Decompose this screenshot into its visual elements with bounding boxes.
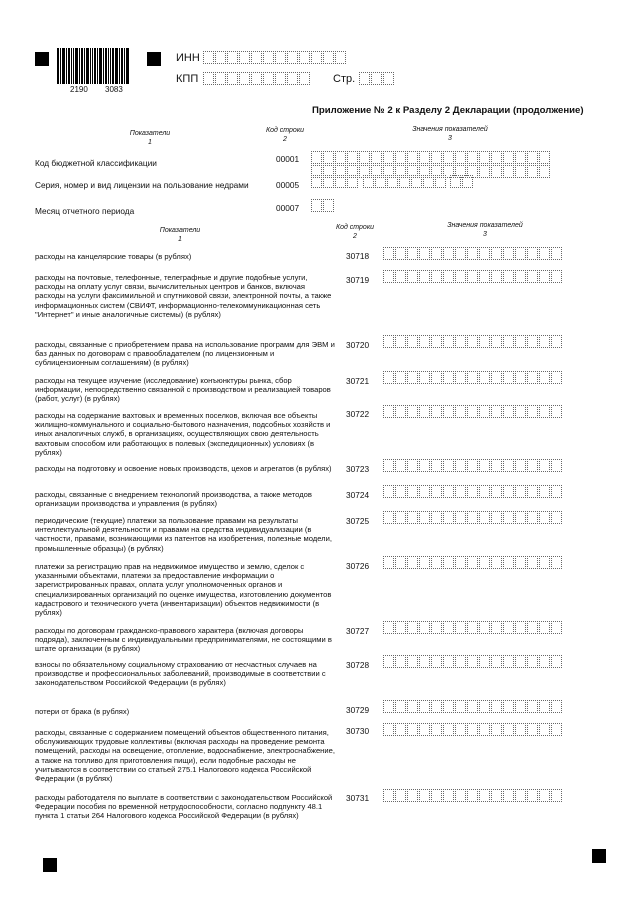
row-30720-text: расходы, связанные с приобретением права на использование программ для ЭВМ и баз данных по договорам с правообладателем (по лицензионным и сублицензионным соглашениям) (в рублях) (35, 340, 335, 368)
license-series-cells[interactable] (311, 175, 359, 188)
row-30718-text: расходы на канцелярские товары (в рублях) (35, 252, 192, 261)
row-30722-text: расходы на содержание вахтовых и временных поселков, включая все объекты жилищно-коммунального и социально-бытового назначения, подсобных хозяйств и иных аналогичных служб, в организациях, осуществляющих свою деятельность вахтовым способом или работающих в полевых (экспедиционных) условиях (в рублях) (35, 411, 331, 457)
row-30720-code: 30720 (346, 340, 370, 350)
row-30722-code: 30722 (346, 409, 370, 419)
row-30719-value-cells[interactable] (383, 270, 563, 283)
row-30719-code: 30719 (346, 275, 370, 285)
top-col-num2: 2 (283, 136, 287, 143)
row-30729-text: потери от брака (в рублях) (35, 707, 130, 716)
page-label: Стр. (333, 73, 356, 85)
corner-marker-top-left (35, 52, 49, 66)
corner-marker-top-right (147, 52, 161, 66)
kbk-code: 00001 (276, 154, 300, 164)
row-30730-text: расходы, связанные с содержанием помещений объектов общественного питания, обслуживающих трудовые коллективы (включая расходы на проведение ремонта помещений, расходы на освещение, отопление, водоснабжение, электроснабжение, а также на топливо для приготовления пищи), если подобные расходы не учитываются в соответствии со статьей 275.1 Налогового кодекса Российской Федерации (в рублях) (35, 728, 335, 784)
row-30725-code: 30725 (346, 516, 370, 526)
inn-input-cells[interactable] (203, 51, 347, 64)
kbk-input-cells[interactable] (311, 151, 551, 164)
barcode (57, 48, 137, 84)
row-30727-text: расходы по договорам гражданско-правового характера (включая договоры подряда), заключенным с индивидуальными предпринимателями, не состоящими в штате организации (в рублях) (35, 626, 332, 654)
row-30718-code: 30718 (346, 251, 370, 261)
col-indicators: Показатели (159, 227, 201, 234)
kpp-input-cells[interactable] (203, 72, 311, 85)
license-code: 00005 (276, 180, 300, 190)
top-col-code: Код строки (265, 127, 305, 134)
row-30718-value-cells[interactable] (383, 247, 563, 260)
row-30723-code: 30723 (346, 464, 370, 474)
row-30726-text: платежи за регистрацию прав на недвижимое имущество и землю, сделок с указанными объектами, платежи за предоставление информации о зарегистрированных правах, оплата услуг уполномоченных органов и специализированных организаций по оценке имущества, изготовлению документов кадастрового и технического учета (инвентаризации) объектов недвижимости (в рублях) (35, 562, 332, 618)
col-code: Код строки (335, 224, 375, 231)
row-30731-text: расходы работодателя по выплате в соответствии с законодательством Российской Федерации пособия по временной нетрудоспособности, согласно подпункту 48.1 пункта 1 статьи 264 Налогового кодекса Российской Федерации (в рублях) (35, 793, 333, 821)
row-30723-value-cells[interactable] (383, 459, 563, 472)
row-30731-value-cells[interactable] (383, 789, 563, 802)
row-30729-value-cells[interactable] (383, 700, 563, 713)
row-30720-value-cells[interactable] (383, 335, 563, 348)
row-30730-code: 30730 (346, 726, 370, 736)
top-col-indicators: Показатели (129, 130, 171, 137)
license-number-cells[interactable] (363, 175, 447, 188)
row-30728-code: 30728 (346, 660, 370, 670)
row-30721-text: расходы на текущее изучение (исследование) конъюнктуры рынка, сбор информации, непосредственно связанной с производством и реализацией товаров (работ, услуг) (в рублях) (35, 376, 331, 404)
license-label: Серия, номер и вид лицензии на пользование недрами (35, 180, 249, 190)
row-30725-value-cells[interactable] (383, 511, 563, 524)
row-30728-text: взносы по обязательному социальному страхованию от несчастных случаев на производстве и профессиональных заболеваний, производимые в соответствии с законодательством Российской Федерации (в рублях) (35, 660, 326, 688)
row-30728-value-cells[interactable] (383, 655, 563, 668)
page-title: Приложение № 2 к Разделу 2 Декларации (продолжение) (312, 105, 584, 116)
row-30725-text: периодические (текущие) платежи за пользование правами на результаты интеллектуальной деятельности и правами на средства индивидуализации (в частности, правами, возникающими из патентов на изобретения, полезные модели, промышленные образцы) (в рублях) (35, 516, 332, 553)
col-num1: 1 (178, 236, 182, 243)
row-30721-value-cells[interactable] (383, 371, 563, 384)
col-num2: 2 (353, 233, 357, 240)
row-30722-value-cells[interactable] (383, 405, 563, 418)
kpp-label: КПП (176, 73, 199, 85)
row-30723-text: расходы на подготовку и освоение новых производств, цехов и агрегатов (в рублях) (35, 464, 332, 473)
barcode-number-left: 2190 (70, 85, 88, 94)
row-30726-value-cells[interactable] (383, 556, 563, 569)
kbk-label: Код бюджетной классификации (35, 158, 157, 168)
row-30731-code: 30731 (346, 793, 370, 803)
row-30726-code: 30726 (346, 561, 370, 571)
top-col-values: Значения показателей (412, 126, 488, 133)
row-30724-text: расходы, связанные с внедрением технологий производства, а также методов организации производства и управления (в рублях) (35, 490, 312, 509)
corner-marker-bottom-left (43, 858, 57, 872)
row-30727-code: 30727 (346, 626, 370, 636)
month-code: 00007 (276, 203, 300, 213)
row-30721-code: 30721 (346, 376, 370, 386)
top-col-num3: 3 (448, 135, 452, 142)
row-30719-text: расходы на почтовые, телефонные, телеграфные и другие подобные услуги, расходы на оплату услуг связи, вычислительных центров и банков, включая расходы на услуги факсимильной и спутниковой связи, электронной почты, а также информационных систем (СВИФТ, информационно-телекоммуникационная сеть "Интернет" и иные аналогичные системы) (в рублях) (35, 273, 332, 319)
top-col-num1: 1 (148, 139, 152, 146)
month-label: Месяц отчетного периода (35, 206, 135, 216)
page-number-cells[interactable] (359, 72, 395, 85)
corner-marker-bottom-right (592, 849, 606, 863)
col-num3: 3 (483, 231, 487, 238)
row-30729-code: 30729 (346, 705, 370, 715)
month-input-cells[interactable] (311, 199, 335, 212)
row-30724-code: 30724 (346, 490, 370, 500)
barcode-number-right: 3083 (105, 85, 123, 94)
row-30724-value-cells[interactable] (383, 485, 563, 498)
license-type-cells[interactable] (450, 175, 474, 188)
inn-label: ИНН (176, 52, 200, 64)
col-values: Значения показателей (447, 222, 523, 229)
row-30730-value-cells[interactable] (383, 723, 563, 736)
row-30727-value-cells[interactable] (383, 621, 563, 634)
